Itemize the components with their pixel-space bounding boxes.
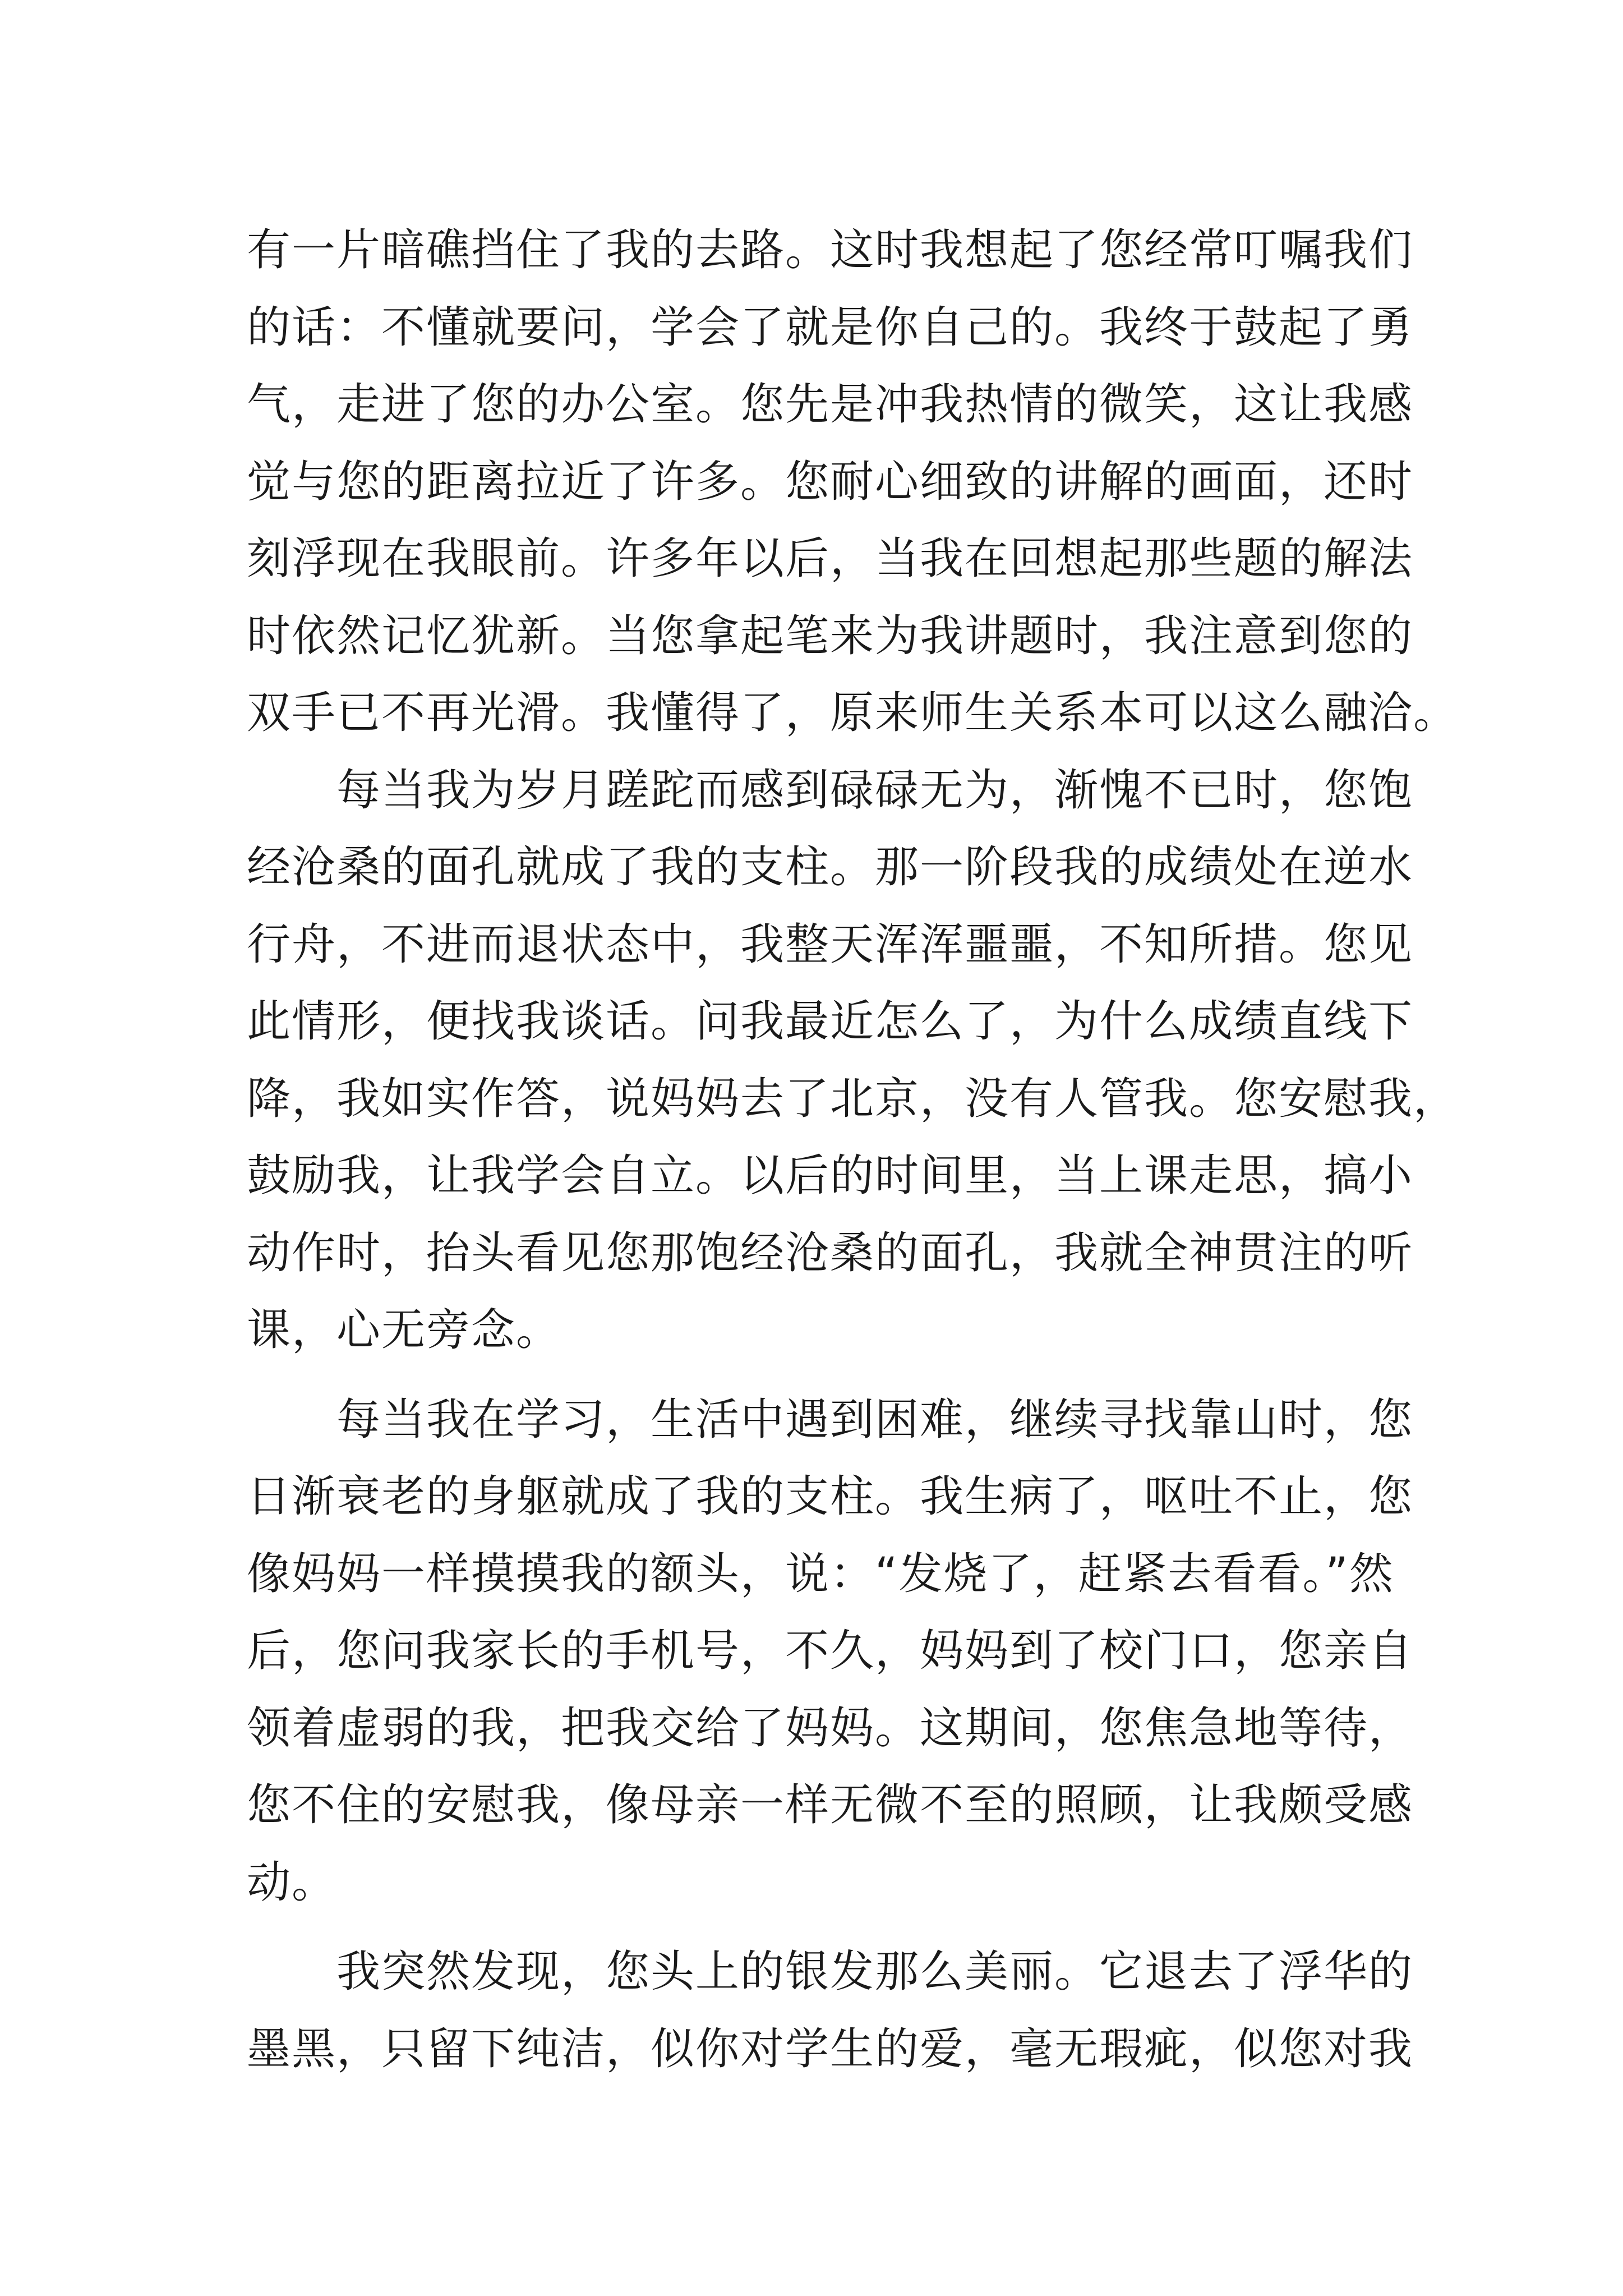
text-line: 墨黑，只留下纯洁，似你对学生的爱，毫无瑕疵，似您对我: [247, 2023, 1414, 2074]
text-line: 领着虚弱的我，把我交给了妈妈。这期间，您焦急地等待，: [247, 1703, 1414, 1754]
text-line: 行舟，不进而退状态中，我整天浑浑噩噩，不知所措。您见: [247, 919, 1414, 970]
text-line: 的话：不懂就要问，学会了就是你自己的。我终于鼓起了勇: [247, 302, 1414, 353]
text-line: 我突然发现，您头上的银发那么美丽。它退去了浮华的: [247, 1947, 1414, 1997]
paragraph-1: [247, 212, 1459, 752]
paragraph-spacing: [247, 1921, 1391, 1934]
text-line: 气，走进了您的办公室。您先是冲我热情的微笑，这让我感: [247, 379, 1414, 430]
text-line: 动作时，抬头看见您那饱经沧桑的面孔，我就全神贯注的听: [247, 1227, 1414, 1278]
text-line: 日渐衰老的身躯就成了我的支柱。我生病了，呕吐不止，您: [247, 1471, 1414, 1522]
text-line: 动。: [247, 1857, 337, 1908]
text-line: 此情形，便找我谈话。问我最近怎么了，为什么成绩直线下: [247, 996, 1414, 1047]
body-text: [247, 212, 1459, 2088]
text-line: 觉与您的距离拉近了许多。您耐心细致的讲解的画面，还时: [247, 456, 1414, 507]
text-line: 像妈妈一样摸摸我的额头，说：“发烧了，赶紧去看看。”然: [247, 1548, 1394, 1599]
text-line: 刻浮现在我眼前。许多年以后，当我在回想起那些题的解法: [247, 533, 1414, 584]
paragraph-2: [247, 752, 1459, 1369]
paragraph-spacing: [247, 1369, 1391, 1382]
text-line: 时依然记忆犹新。当您拿起笔来为我讲题时，我注意到您的: [247, 610, 1414, 661]
paragraph-4: [247, 1934, 1414, 2088]
paragraph-3: [247, 1382, 1414, 1922]
text-line: 经沧桑的面孔就成了我的支柱。那一阶段我的成绩处在逆水: [247, 842, 1414, 892]
text-line: 每当我为岁月蹉跎而感到碌碌无为，渐愧不已时，您饱: [247, 765, 1414, 816]
text-line: 鼓励我，让我学会自立。以后的时间里，当上课走思，搞小: [247, 1151, 1414, 1201]
text-line: 后，您问我家长的手机号，不久，妈妈到了校门口，您亲自: [247, 1626, 1414, 1676]
text-line: 降，我如实作答，说妈妈去了北京，没有人管我。您安慰我，: [247, 1073, 1459, 1124]
text-line: 您不住的安慰我，像母亲一样无微不至的照顾，让我颇受感: [247, 1780, 1414, 1830]
text-line: 每当我在学习，生活中遇到困难，继续寻找靠山时，您: [247, 1394, 1414, 1445]
text-line: 课，心无旁念。: [247, 1305, 561, 1355]
text-line: 有一片暗礁挡住了我的去路。这时我想起了您经常叮嘱我们: [247, 225, 1414, 275]
text-line: 双手已不再光滑。我懂得了，原来师生关系本可以这么融洽。: [247, 688, 1459, 738]
